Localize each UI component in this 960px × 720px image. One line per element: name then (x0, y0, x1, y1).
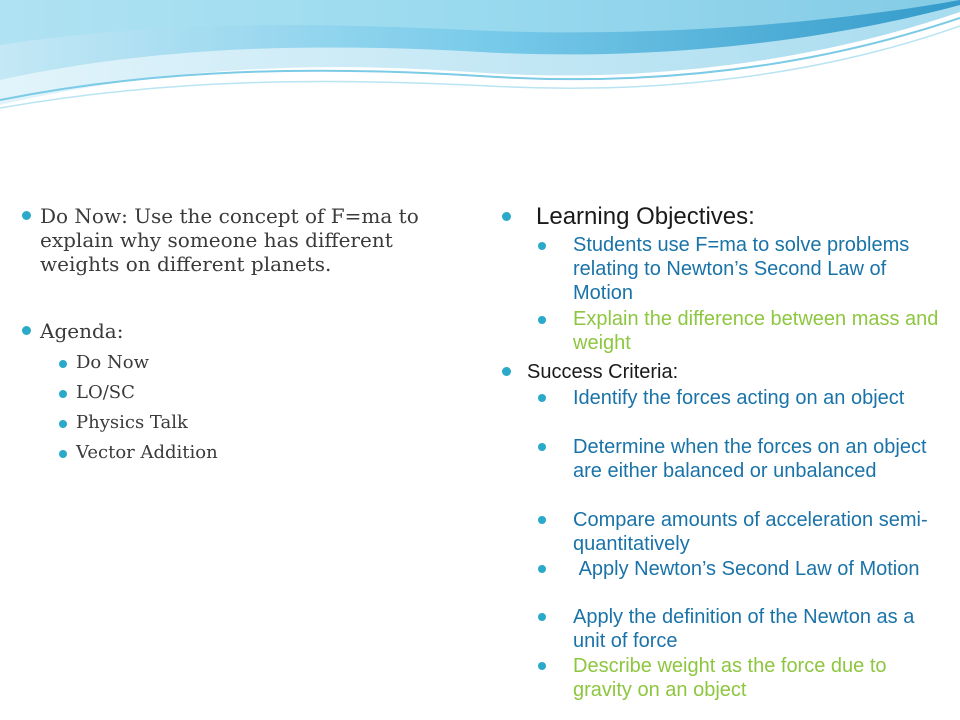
bullet-icon (538, 443, 546, 451)
bullet-icon (59, 450, 67, 458)
success-criteria-item: Identify the forces acting on an object (573, 387, 905, 409)
bullet-icon (538, 662, 546, 670)
success-criteria-item: Apply the definition of the Newton as a unit of force (573, 606, 915, 652)
learning-objective-item: Students use F=ma to solve problems relating to Newton’s Second Law of Motion (573, 234, 910, 304)
success-criteria-heading: Success Criteria: (527, 361, 679, 383)
bullet-icon (538, 394, 546, 402)
do-now-text: Do Now: Use the concept of F=ma to explain why someone has different weights on different planets. (40, 204, 419, 276)
agenda-item: Physics Talk (76, 412, 188, 433)
agenda-item: Do Now (76, 352, 149, 373)
bullet-icon (538, 316, 546, 324)
bullet-icon (538, 516, 546, 524)
bullet-icon (22, 326, 31, 335)
bullet-icon (502, 212, 511, 221)
success-criteria-item: Apply Newton’s Second Law of Motion (573, 558, 920, 580)
bullet-icon (538, 613, 546, 621)
bullet-icon (22, 211, 31, 220)
learning-objectives-heading: Learning Objectives: (536, 203, 755, 230)
bullet-icon (59, 420, 67, 428)
success-criteria-item: Compare amounts of acceleration semi-quantitatively (573, 509, 928, 555)
bullet-icon (538, 242, 546, 250)
agenda-item: Vector Addition (76, 442, 218, 463)
agenda-label: Agenda: (40, 319, 124, 343)
bullet-icon (59, 390, 67, 398)
bullet-icon (538, 565, 546, 573)
bullet-icon (59, 360, 67, 368)
right-column (480, 0, 960, 720)
success-criteria-item: Determine when the forces on an object are either balanced or unbalanced (573, 436, 927, 482)
learning-objective-item: Explain the difference between mass and weight (573, 308, 939, 354)
agenda-item: LO/SC (76, 382, 135, 403)
bullet-icon (502, 367, 511, 376)
success-criteria-item: Describe weight as the force due to gravity on an object (573, 655, 887, 701)
